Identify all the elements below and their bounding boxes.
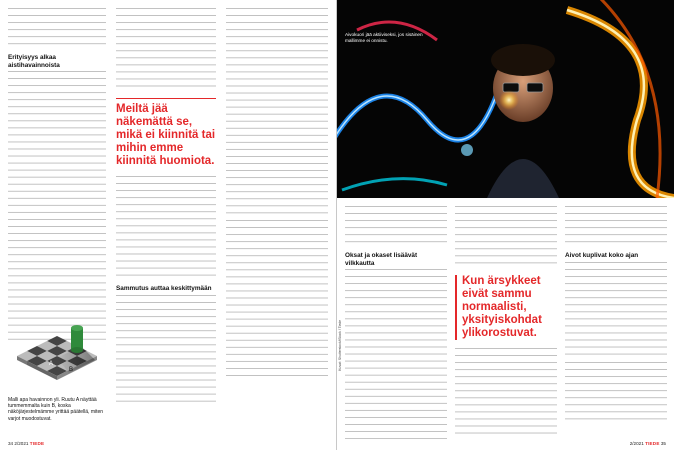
body-text xyxy=(226,220,328,380)
issue: 2/2021 xyxy=(629,441,644,446)
right-page xyxy=(337,0,674,450)
pull-quote: Kun ärsykkeet eivät sammu normaalisti, yksityiskohdat ylikorostuvat. xyxy=(455,275,557,340)
body-text xyxy=(226,8,328,218)
magazine-name: TIEDE xyxy=(29,441,45,446)
left-page-column-2 xyxy=(116,8,216,409)
left-page-footer xyxy=(8,441,44,446)
body-text xyxy=(455,206,557,269)
issue: 2/2021 xyxy=(14,441,29,446)
figure-caption: Malli apa havainnon yli. Ruutu A näyttää tummemmalta kuin B, koska näköjärjestelmämme yrittää päätellä, miten varjot muodostuvat. xyxy=(8,397,104,422)
figure-label-a: A xyxy=(49,361,54,367)
right-page-column-1 xyxy=(345,206,447,441)
pull-quote: Meiltä jää näkemättä se, mikä ei kiinnitä tai mihin emme kiinnitä huomiota. xyxy=(116,98,216,168)
checker-shadow-figure xyxy=(8,322,106,422)
body-text xyxy=(565,262,667,360)
right-page-column-3 xyxy=(565,206,667,427)
light-photo xyxy=(337,0,674,198)
right-page-column-2 xyxy=(455,206,557,441)
subheading: Erityisyys alkaa aistihavainnoista xyxy=(8,54,60,69)
body-text xyxy=(8,71,106,345)
body-text xyxy=(116,295,216,407)
body-text xyxy=(345,269,447,439)
figure-label-b: B xyxy=(69,367,74,373)
subheading: Sammutus auttaa keskittymään xyxy=(116,285,212,292)
subheading: Oksat ja okaset lisäävät vilkkautta xyxy=(345,252,418,267)
body-text xyxy=(116,8,216,92)
page-number: 34 xyxy=(8,441,14,446)
body-text xyxy=(345,206,447,248)
right-page-footer xyxy=(630,441,666,446)
page-number: 35 xyxy=(660,441,666,446)
photo-caption: Aivokuori jää aktiiviseksi, jos sisäinen mallimme ei onnistu. xyxy=(345,32,423,43)
body-text xyxy=(565,362,667,425)
photo-credit: Kuvat: Shutterstock/iStock / Tiede xyxy=(338,320,342,371)
subheading: Aivot kuplivat koko ajan xyxy=(565,252,639,259)
body-text xyxy=(455,348,557,439)
light-painting-graphic xyxy=(337,0,674,198)
left-page-column-3 xyxy=(226,8,328,382)
body-text xyxy=(116,176,216,281)
magazine-name: TIEDE xyxy=(645,441,660,446)
left-page-column-1 xyxy=(8,8,106,347)
body-text xyxy=(565,206,667,248)
body-text xyxy=(8,8,106,50)
